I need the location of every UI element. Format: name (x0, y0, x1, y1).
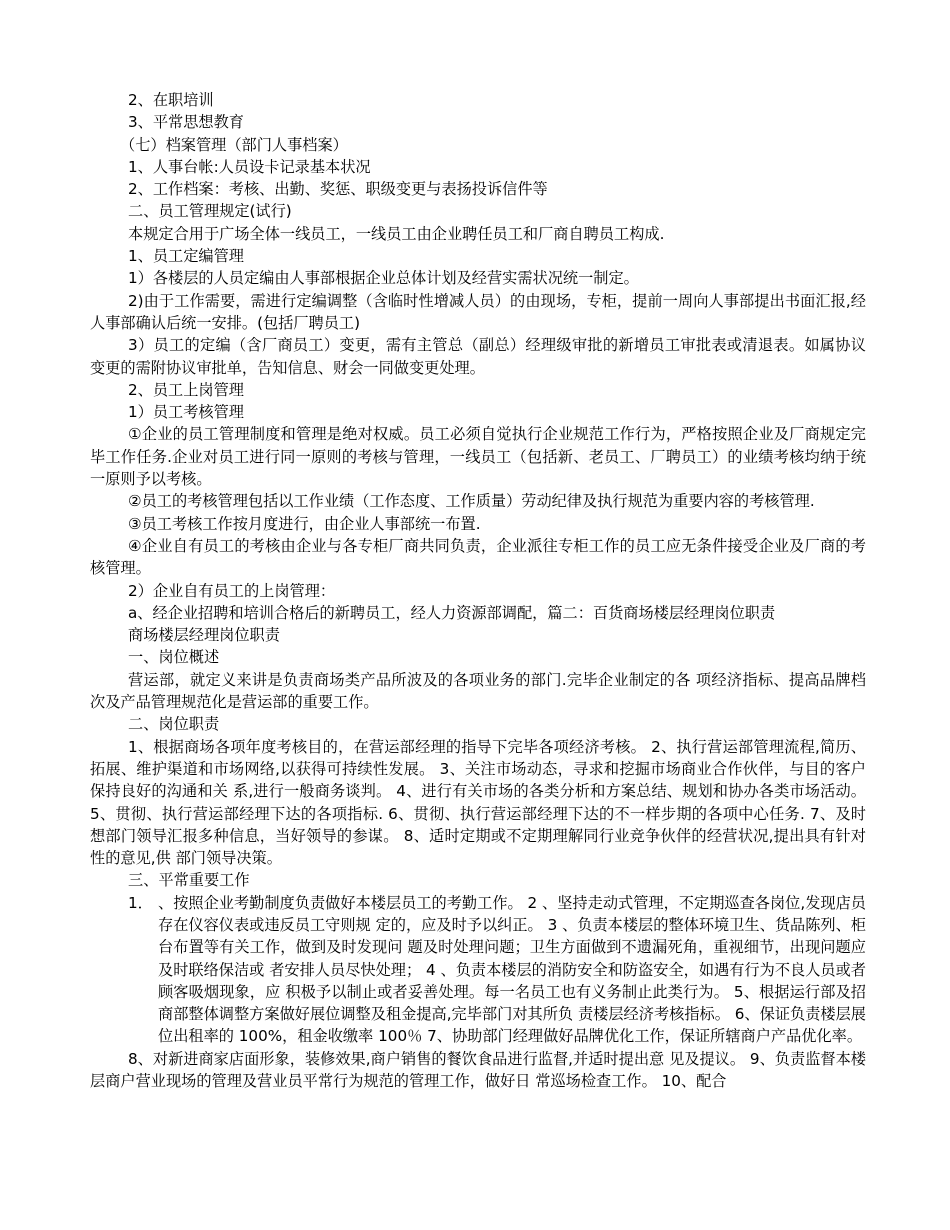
paragraph-operations-department: 营运部，就定义来讲是负责商场类产品所波及的各项业务的部门.完毕企业制定的各 项经济指标、提高品牌档次及产品管理规范化是营运部的重要工作。 (90, 670, 866, 712)
title-floor-manager-duties: 商场楼层经理岗位职责 (128, 626, 280, 645)
heading-daily-work: 三、平常重要工作 (128, 871, 250, 890)
heading-position-duties: 二、岗位职责 (128, 715, 220, 734)
heading-own-staff-onboarding: 2）企业自有员工的上岗管理： (128, 581, 336, 600)
paragraph-new-hire: a、经企业招聘和培训合格后的新聘员工，经人力资源部调配，篇二：百货商场楼层经理岗位职责 (128, 603, 776, 622)
paragraph-daily-work-continued: 8、对新进商家店面形象，装修效果,商户销售的餐饮食品进行监督,并适时提出意 见及提议。 9、负责监督本楼层商户营业现场的管理及营业员平常行为规范的管理工作，做好日 常巡场检查工作。 10、配合 (90, 1049, 866, 1091)
paragraph-staffing-3: 3）员工的定编（含厂商员工）变更，需有主管总（副总）经理级审批的新增员工审批表或清退表。如属协议变更的需附协议审批单，告知信息、财会一同做变更处理。 (90, 336, 866, 377)
heading-onboarding-management: 2、员工上岗管理 (128, 380, 244, 399)
paragraph-duties-list: 1、根据商场各项年度考核目的，在营运部经理的指导下完毕各项经济考核。 2、执行营运部管理流程,简历、拓展、维护渠道和市场网络,以获得可持续性发展。 3、关注市场动态，寻求和挖掘市场商业合作伙伴，与目的客户保持良好的沟通和关 系,进行一般商务谈判。 4、进行有关市场的各类分析和方案总结、规划和协办各类市场活动。 5、贯彻、执行营运部经理下达的各项指标. 6、贯彻、执行营运部经理下达的不一样步期的各项中心任务. 7、及时想部门领导汇报多种信息，当好领导的参谋。 8、适时定期或不定期理解同行业竞争伙伴的经营状况,提出具有针对性的意见,供 部门领导决策。 (90, 737, 866, 868)
paragraph-assessment-4: ④企业自有员工的考核由企业与各专柜厂商共同负责，企业派往专柜工作的员工应无条件接受企业及厂商的考核管理。 (90, 536, 866, 578)
document-body (90, 89, 866, 1092)
paragraph-assessment-2: ②员工的考核管理包括以工作业绩（工作态度、工作质量）劳动纪律及执行规范为重要内容的考核管理. (128, 492, 815, 511)
list-item-daily-work-1 (90, 892, 866, 1048)
list-item-work-archive: 2、工作档案：考核、出勤、奖惩、职级变更与表扬投诉信件等 (128, 180, 548, 199)
paragraph-staffing-2: 2)由于工作需要，需进行定编调整（含临时性增减人员）的由现场，专柜，提前一周向人事部提出书面汇报,经人事部确认后统一安排。(包括厂聘员工) (90, 291, 866, 332)
paragraph-scope: 本规定合用于广场全体一线员工，一线员工由企业聘任员工和厂商自聘员工构成. (128, 224, 665, 243)
list-number: 1． (128, 893, 153, 912)
section-heading-employee-regulations: 二、员工管理规定(试行) (128, 202, 292, 221)
heading-position-overview: 一、岗位概述 (128, 648, 220, 667)
list-item-in-service-training: 2、在职培训 (128, 91, 214, 109)
paragraph-staffing-1: 1）各楼层的人员定编由人事部根据企业总体计划及经营实需状况统一制定。 (128, 269, 639, 288)
heading-assessment-management: 1）员工考核管理 (128, 403, 244, 422)
heading-staffing-management: 1、员工定编管理 (128, 247, 244, 266)
section-heading-archive-management: （七）档案管理（部门人事档案） (120, 135, 348, 154)
paragraph-assessment-3: ③员工考核工作按月度进行，由企业人事部统一布置. (128, 514, 481, 533)
paragraph-assessment-1: ①企业的员工管理制度和管理是绝对权威。员工必须自觉执行企业规范工作行为，严格按照企业及厂商规定完毕工作任务.企业对员工进行同一原则的考核与管理，一线员工（包括新、老员工、厂聘员工）的业绩考核均纳于统一原则予以考核。 (90, 425, 866, 489)
list-item-personnel-ledger: 1、人事台帐:人员设卡记录基本状况 (128, 157, 371, 176)
list-item-daily-ideology-education: 3、平常思想教育 (128, 113, 244, 132)
list-item-text: 、按照企业考勤制度负责做好本楼层员工的考勤工作。 2 、坚持走动式管理，不定期巡查各岗位,发现店员存在仪容仪表或违反员工守则规 定的，应及时予以纠正。 3 、负责本楼层的整体环境卫生、货品陈列、柜台布置等有关工作，做到及时发现问 题及时处理问题；卫生方面做到不遗漏死角，重视细节，出现问题应及时联络保洁或 者安排人员尽快处理； 4 、负责本楼层的消防安全和防盗安全，如遇有行为不良人员或者顾客吸烟现象，应 积极予以制止或者妥善处理。每一名员工也有义务制止此类行为。 5、根据运行部及招商部整体调整方案做好展位调整及租金提高,完毕部门对其所负 责楼层经济考核指标。 6、保证负责楼层展位出租率的 100%，租金收缴率 100％ 7、协助部门经理做好品牌优化工作，保证所辖商户产品优化率。 (158, 893, 866, 1046)
